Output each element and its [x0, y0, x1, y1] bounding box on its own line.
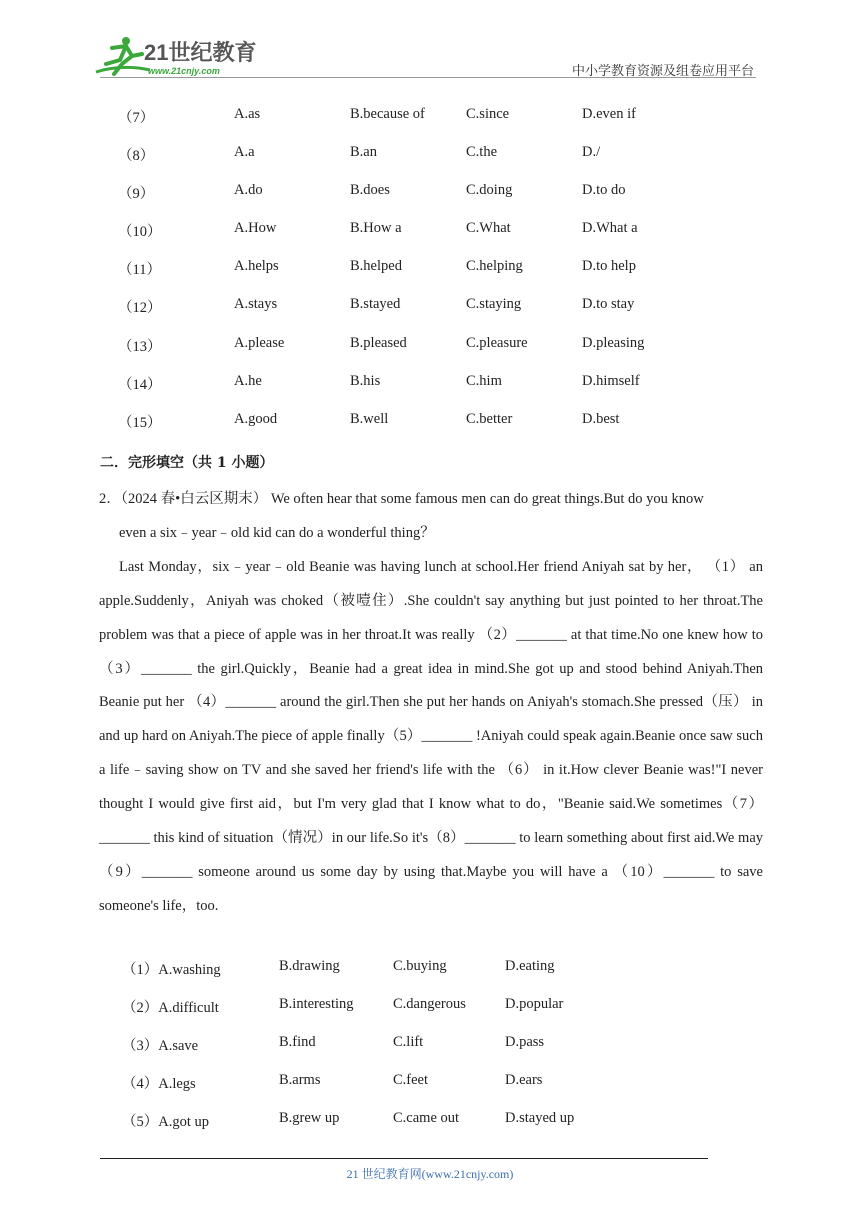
option-c: C.the	[466, 144, 498, 161]
logo-text: 21世纪教育	[144, 40, 257, 65]
option-b: B.stayed	[350, 296, 401, 313]
question-number: （11）	[118, 262, 161, 279]
option-d: D.What a	[582, 220, 638, 237]
footer-divider	[100, 1158, 708, 1159]
option-c: C.helping	[466, 258, 523, 275]
option-d: D.pleasing	[582, 334, 645, 351]
option-c: C.What	[466, 220, 511, 237]
logo-url: www.21cnjy.com	[148, 66, 220, 76]
option-b: B.his	[350, 372, 381, 389]
option-a: A.helps	[234, 258, 279, 275]
question-intro-line1: 2．（2024 春•白云区期末） We often hear that some famous men can do great things.But do you know	[99, 491, 704, 507]
option-c: C.lift	[393, 1034, 424, 1051]
option-d: D.to do	[582, 182, 626, 199]
option-a: A.good	[234, 410, 278, 427]
option-a: （4）A.legs	[122, 1076, 196, 1093]
option-c: C.since	[466, 106, 510, 122]
option-d: D.eating	[505, 958, 555, 974]
option-row	[118, 258, 702, 296]
option-d: D.pass	[505, 1034, 545, 1051]
option-b: B.helped	[350, 258, 402, 275]
option-row	[118, 220, 702, 258]
option-a: （2）A.difficult	[122, 1000, 219, 1017]
option-d: D.even if	[582, 106, 636, 122]
question-number: （15）	[118, 414, 162, 431]
option-row	[122, 958, 615, 996]
question-number: （12）	[118, 300, 162, 317]
option-c: C.him	[466, 372, 502, 389]
passage-text: Last Monday，six﹣year﹣old Beanie was having lunch at school.Her friend Aniyah sat by her， （1） an apple.Suddenly，Aniyah was choked（被噎住）.She couldn't say anything but just pointed to her throat.The problem was that a piece of apple was in her throat.It was really （2）_______ at that time.No one knew how to （3）_______ the girl.Quickly，Beanie had a great idea in mind.She got up and stood behind Aniyah.Then Beanie put her （4）_______ around the girl.Then she put her hands on Aniyah's stomach.She pressed（压） in and up hard on Aniyah.The piece of apple finally（5）_______ !Aniyah could speak again.Beanie once saw such a life﹣saving show on TV and she saved her friend's life with the （6） in it.How clever Beanie was!"I never thought I would give first aid，but I'm very glad that I know what to do，"Beanie said.We sometimes（7）_______ this kind of situation（情况）in our life.So it's（8）_______ to learn something about first aid.We may （9）_______ someone around us some day by using that.Maybe you will have a （10）_______ to save someone's life，too.	[99, 558, 763, 914]
option-d: D.himself	[582, 372, 640, 389]
option-d: D.to stay	[582, 296, 635, 313]
section-title: 二．完形填空（共 1 小题）	[100, 455, 274, 471]
option-b: B.interesting	[279, 996, 354, 1013]
option-c: C.better	[466, 410, 513, 427]
option-b: B.because of	[350, 106, 425, 122]
option-c: C.doing	[466, 182, 513, 199]
option-c: C.feet	[393, 1072, 429, 1089]
question-intro-line2: even a six﹣year﹣old kid can do a wonderful thing？	[119, 524, 435, 541]
cloze-question	[99, 483, 763, 924]
option-row	[122, 996, 615, 1034]
option-a: （5）A.got up	[122, 1114, 209, 1131]
option-d: D.best	[582, 410, 620, 427]
option-row	[118, 182, 702, 220]
option-b: B.pleased	[350, 334, 407, 351]
option-row	[118, 373, 702, 411]
runner-icon	[96, 37, 150, 74]
question-number: （14）	[118, 376, 162, 393]
option-c: C.dangerous	[393, 996, 466, 1013]
option-a: A.do	[234, 182, 263, 199]
question-number: （10）	[118, 224, 162, 241]
option-a: A.please	[234, 334, 285, 351]
option-b: B.does	[350, 182, 390, 199]
header-platform-name: 中小学教育资源及组卷应用平台	[571, 64, 754, 79]
option-a: （1）A.washing	[122, 962, 221, 978]
question-number: （7）	[118, 110, 155, 126]
question-number: （9）	[118, 186, 155, 203]
question-number: （8）	[118, 148, 155, 165]
option-b: B.find	[279, 1034, 316, 1051]
option-d: D.popular	[505, 996, 564, 1013]
option-row	[122, 1072, 615, 1110]
footer-text: 21 世纪教育网(www.21cnjy.com)	[346, 1167, 514, 1181]
question-number: （13）	[118, 338, 162, 355]
option-c: C.pleasure	[466, 334, 528, 351]
page-header	[0, 0, 860, 80]
logo	[92, 34, 262, 78]
header-divider	[100, 77, 756, 78]
option-row	[118, 144, 702, 182]
option-a: A.as	[234, 106, 261, 122]
option-row	[122, 1110, 615, 1148]
options-table-part1	[118, 106, 702, 449]
option-row	[118, 106, 702, 144]
option-a: A.How	[234, 220, 277, 237]
option-a: A.stays	[234, 296, 278, 313]
option-c: C.came out	[393, 1110, 460, 1127]
option-b: B.well	[350, 410, 389, 427]
option-c: C.staying	[466, 296, 522, 313]
option-c: C.buying	[393, 958, 447, 974]
option-d: D.to help	[582, 258, 636, 275]
option-row	[122, 1034, 615, 1072]
option-row	[118, 335, 702, 373]
option-a: A.he	[234, 372, 262, 389]
option-row	[118, 296, 702, 334]
option-a: A.a	[234, 144, 255, 161]
option-b: B.an	[350, 144, 377, 161]
option-b: B.drawing	[279, 958, 340, 974]
option-a: （3）A.save	[122, 1038, 199, 1055]
option-d: D.ears	[505, 1072, 543, 1089]
option-b: B.How a	[350, 220, 402, 237]
option-row	[118, 411, 702, 449]
option-d: D./	[582, 144, 601, 161]
option-b: B.arms	[279, 1072, 321, 1089]
options-table-part2	[122, 958, 615, 1148]
option-b: B.grew up	[279, 1110, 340, 1127]
option-d: D.stayed up	[505, 1110, 575, 1127]
